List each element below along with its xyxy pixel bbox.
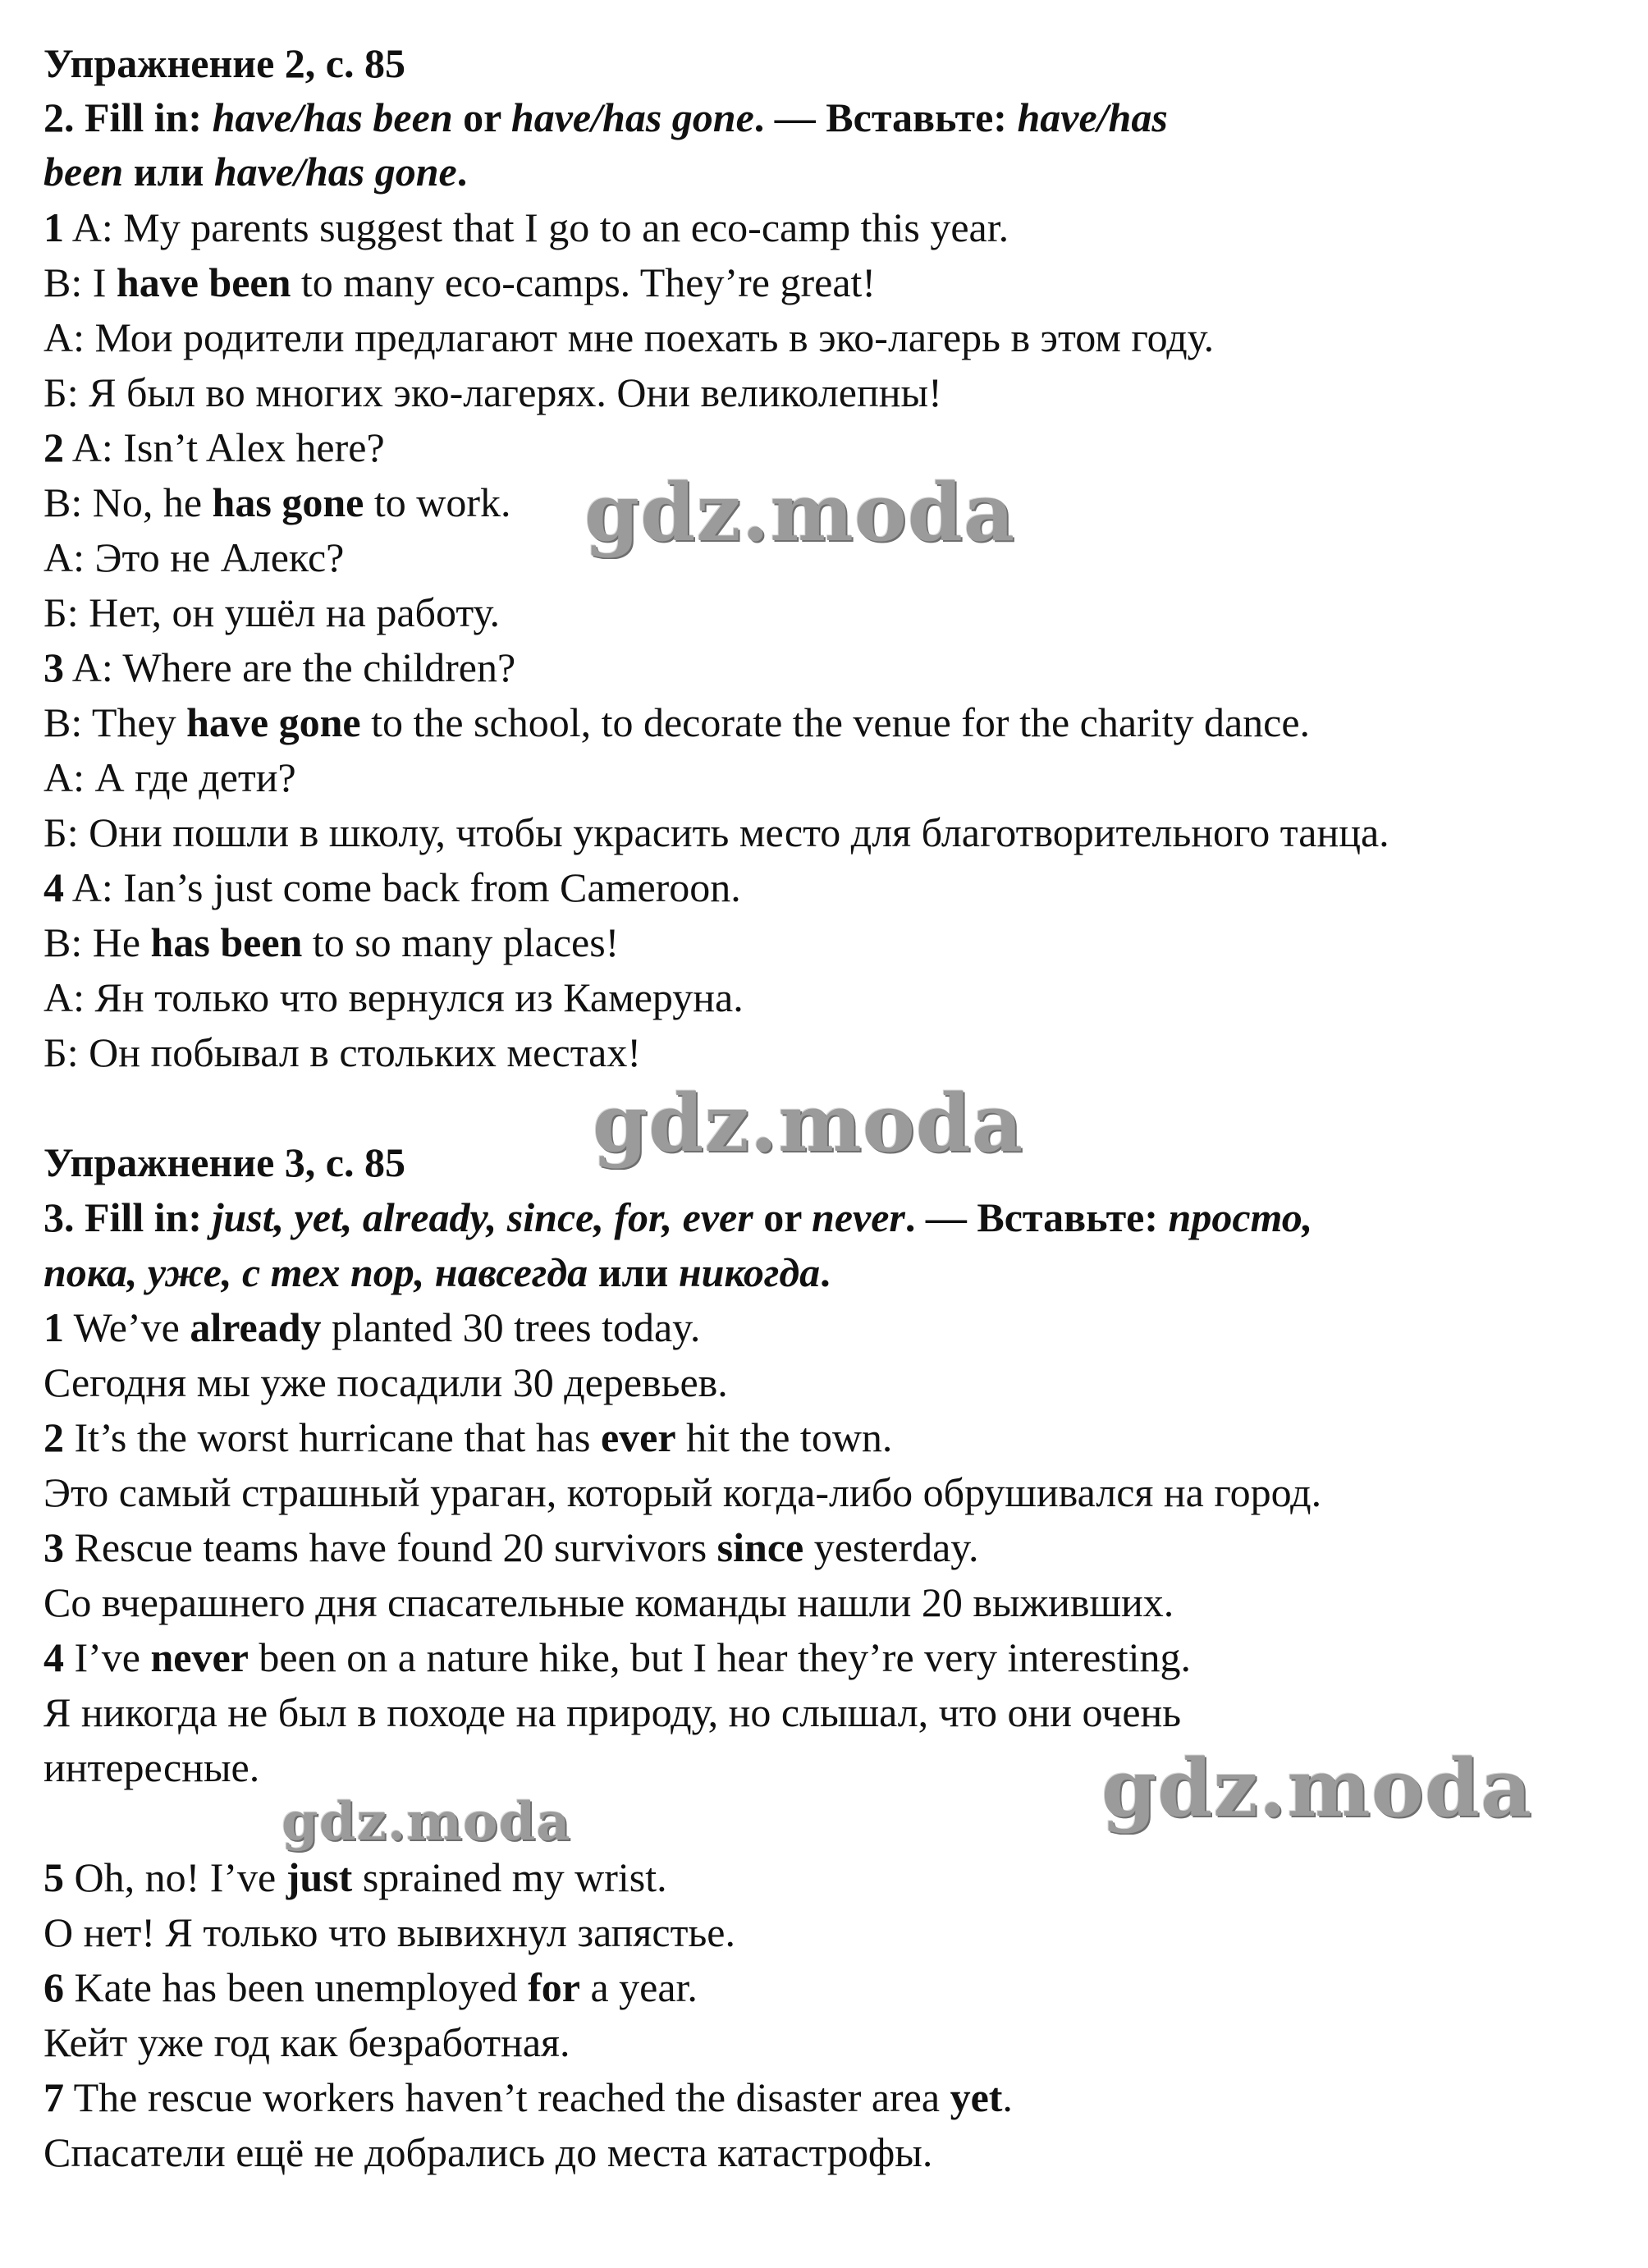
answer-text: since: [716, 1524, 804, 1570]
instruction-option: have/has gone: [510, 94, 754, 140]
sentence-text: a year.: [579, 1964, 698, 2010]
instruction-word: или: [597, 1249, 669, 1295]
ex3-item-5-en: [43, 1850, 667, 1904]
exercise-2-heading: Упражнение 2, с. 85: [43, 40, 405, 86]
ex2-item-1-a-en: [43, 200, 1009, 254]
sentence-text: yesterday.: [803, 1524, 979, 1570]
answer-text: has gone: [212, 479, 364, 525]
ex3-item-7-en: [43, 2070, 1013, 2124]
ex2-item-4-b-ru: Б: Он побывал в стольких местах!: [43, 1029, 642, 1075]
instruction-word: .: [456, 149, 468, 195]
instruction-number: 2. Fill in:: [43, 94, 203, 140]
instruction-word: или: [133, 149, 204, 195]
instruction-option: never: [812, 1194, 905, 1240]
item-number: 4: [43, 1634, 64, 1680]
answer-text: never: [150, 1634, 249, 1680]
instruction-word: or: [763, 1194, 802, 1240]
ex3-item-3-ru: Со вчерашнего дня спасательные команды нашли 20 выживших.: [43, 1579, 1174, 1625]
ex3-item-1-en: [43, 1300, 700, 1354]
instruction-word: . — Вставьте:: [753, 94, 1007, 140]
item-number: 4: [43, 864, 64, 910]
item-number: 5: [43, 1854, 64, 1900]
watermark: gdz.moda: [1101, 1742, 1533, 1835]
item-number: 2: [43, 1414, 64, 1460]
ex2-item-1-a-ru: А: Мои родители предлагают мне поехать в эко-лагерь в этом году.: [43, 314, 1215, 360]
ex2-item-2-b-ru: Б: Нет, он ушёл на работу.: [43, 589, 501, 635]
sentence-text: planted 30 trees today.: [321, 1304, 701, 1350]
dialog-line: A: Isn’t Alex here?: [64, 424, 385, 470]
exercise-3-instruction-line-2: [43, 1245, 831, 1299]
ex2-item-4-a-en: [43, 860, 741, 914]
ex2-item-3-a-en: [43, 640, 515, 694]
watermark: gdz.moda: [584, 466, 1016, 559]
ex2-item-3-a-ru: А: А где дети?: [43, 754, 296, 800]
item-number: 6: [43, 1964, 64, 2010]
ex2-item-1-b-en: [43, 255, 876, 309]
ex3-item-5-ru: О нет! Я только что вывихнул запястье.: [43, 1909, 735, 1955]
ex2-item-1-b-ru: Б: Я был во многих эко-лагерях. Они великолепны!: [43, 369, 942, 415]
instruction-word: .: [820, 1249, 831, 1295]
ex3-item-2-en: [43, 1410, 892, 1464]
exercise-3-heading: Упражнение 3, с. 85: [43, 1139, 405, 1185]
dialog-text: B: I: [43, 259, 117, 305]
instruction-number: 3. Fill in:: [43, 1194, 203, 1240]
ex2-item-3-b-en: [43, 695, 1310, 749]
dialog-text: to so many places!: [302, 919, 620, 965]
exercise-3-instruction-line-1: [43, 1190, 1312, 1244]
instruction-word: or: [463, 94, 501, 140]
sentence-text: hit the town.: [675, 1414, 893, 1460]
instruction-option: just, yet, already, since, for, ever: [212, 1194, 753, 1240]
ex3-item-4-ru-cont: интересные.: [43, 1744, 260, 1790]
ex3-item-7-ru: Спасатели ещё не добрались до места катастрофы.: [43, 2129, 933, 2175]
answer-text: has been: [150, 919, 303, 965]
watermark: gdz.moda: [282, 1791, 571, 1853]
answer-text: yet: [950, 2074, 1003, 2120]
ex3-item-4-ru: Я никогда не был в походе на природу, но слышал, что они очень: [43, 1689, 1182, 1735]
ex3-item-6-ru: Кейт уже год как безработная.: [43, 2019, 570, 2065]
ex3-item-6-en: [43, 1960, 698, 2014]
dialog-text: to many eco-camps. They’re great!: [291, 259, 877, 305]
sentence-text: It’s the worst hurricane that has: [64, 1414, 601, 1460]
ex3-item-3-en: [43, 1520, 979, 1574]
ex2-item-3-b-ru: Б: Они пошли в школу, чтобы украсить место для благотворительного танца.: [43, 809, 1389, 855]
exercise-2-instruction-line-1: [43, 90, 1168, 144]
item-number: 7: [43, 2074, 64, 2120]
answer-text: for: [528, 1964, 580, 2010]
item-number: 3: [43, 1524, 64, 1570]
item-number: 1: [43, 204, 64, 250]
sentence-text: .: [1002, 2074, 1013, 2120]
ex3-item-2-ru: Это самый страшный ураган, который когда-либо обрушивался на город.: [43, 1469, 1322, 1515]
dialog-line: A: Where are the children?: [64, 644, 516, 690]
instruction-option: been: [43, 149, 124, 195]
dialog-text: B: They: [43, 699, 187, 745]
instruction-option: никогда: [678, 1249, 821, 1295]
dialog-text: to work.: [364, 479, 511, 525]
instruction-word: . — Вставьте:: [904, 1194, 1159, 1240]
sentence-text: The rescue workers haven’t reached the disaster area: [64, 2074, 950, 2120]
item-number: 1: [43, 1304, 64, 1350]
instruction-option: have/has been: [212, 94, 453, 140]
sentence-text: Rescue teams have found 20 survivors: [64, 1524, 717, 1570]
instruction-option: have/has: [1017, 94, 1168, 140]
watermark: gdz.moda: [593, 1077, 1024, 1170]
answer-text: just: [286, 1854, 353, 1900]
dialog-line: A: Ian’s just come back from Cameroon.: [64, 864, 741, 910]
answer-text: already: [190, 1304, 322, 1350]
dialog-text: B: He: [43, 919, 151, 965]
answer-text: ever: [600, 1414, 676, 1460]
sentence-text: been on a nature hike, but I hear they’re very interesting.: [248, 1634, 1192, 1680]
dialog-text: to the school, to decorate the venue for the charity dance.: [360, 699, 1311, 745]
ex2-item-2-a-ru: А: Это не Алекс?: [43, 534, 345, 580]
sentence-text: Kate has been unemployed: [64, 1964, 529, 2010]
answer-text: have been: [116, 259, 291, 305]
sentence-text: Oh, no! I’ve: [64, 1854, 286, 1900]
instruction-option: have/has gone: [213, 149, 457, 195]
sentence-text: sprained my wrist.: [352, 1854, 667, 1900]
ex3-item-4-en: [43, 1630, 1191, 1684]
exercise-2-instruction-line-2: [43, 144, 467, 199]
instruction-option: пока, уже, с тех пор, навсегда: [43, 1249, 588, 1295]
instruction-option: просто,: [1168, 1194, 1313, 1240]
answer-text: have gone: [186, 699, 361, 745]
ex2-item-4-b-en: [43, 915, 619, 969]
ex2-item-4-a-ru: А: Ян только что вернулся из Камеруна.: [43, 974, 744, 1020]
ex3-item-1-ru: Сегодня мы уже посадили 30 деревьев.: [43, 1359, 728, 1405]
sentence-text: We’ve: [64, 1304, 190, 1350]
dialog-text: B: No, he: [43, 479, 213, 525]
item-number: 2: [43, 424, 64, 470]
ex2-item-2-b-en: [43, 475, 510, 529]
item-number: 3: [43, 644, 64, 690]
ex2-item-2-a-en: [43, 420, 385, 474]
sentence-text: I’ve: [64, 1634, 151, 1680]
dialog-line: A: My parents suggest that I go to an eco-camp this year.: [64, 204, 1009, 250]
